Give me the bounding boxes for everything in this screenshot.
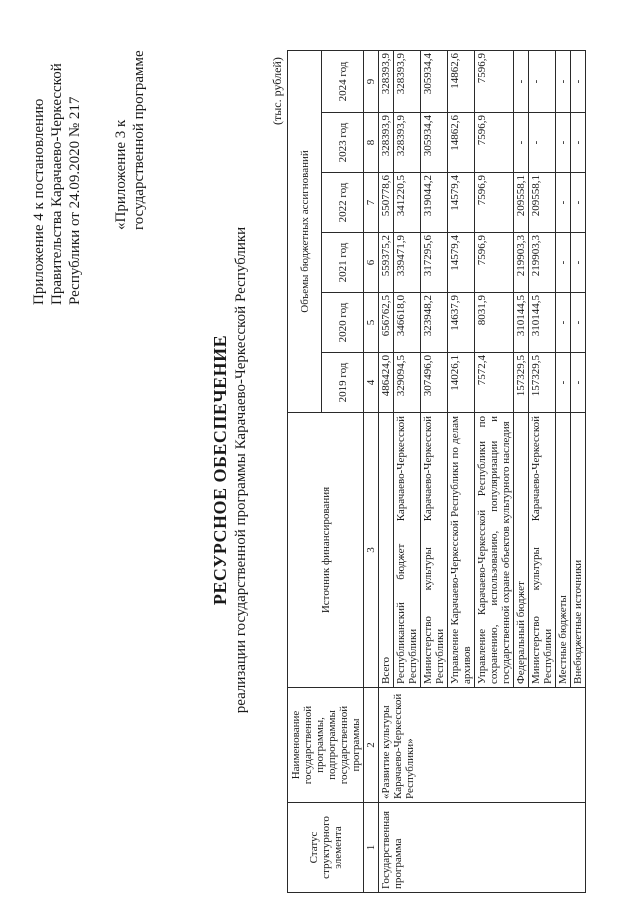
- value-cell: -: [556, 293, 571, 353]
- source-cell: Местные бюджеты: [556, 413, 571, 688]
- value-cell: -: [529, 113, 556, 173]
- document-subtitle: реализации государственной программы Карачаево-Черкесской Республики: [233, 226, 249, 714]
- table-row: [379, 51, 394, 893]
- value-cell: -: [571, 233, 586, 293]
- value-cell: 7596,9: [475, 51, 514, 113]
- value-cell: 328393,9: [394, 113, 421, 173]
- source-cell: Управление Карачаево-Черкесской Республики по сохранению, использованию, популяризации и государственной охране объектов культурного наследия: [475, 413, 514, 688]
- value-cell: 656762,5: [379, 293, 394, 353]
- value-cell: -: [529, 51, 556, 113]
- value-cell: 310144,5: [529, 293, 556, 353]
- index-cell: 1: [364, 803, 379, 893]
- header-line: Республики от 24.09.2020 № 217: [67, 96, 83, 305]
- value-cell: -: [556, 233, 571, 293]
- source-cell: Управление Карачаево-Черкесской Республики по делам архивов: [448, 413, 475, 688]
- value-cell: 559375,2: [379, 233, 394, 293]
- header-year: 2022 год: [322, 173, 364, 233]
- status-cell: Государственная программа: [379, 803, 586, 893]
- value-cell: 305934,4: [421, 51, 448, 113]
- units-label: (тыс. рублей): [270, 57, 284, 125]
- value-cell: 7572,4: [475, 353, 514, 413]
- header-year: 2021 год: [322, 233, 364, 293]
- value-cell: 346618,0: [394, 293, 421, 353]
- value-cell: -: [514, 113, 529, 173]
- source-cell: Министерство культуры Карачаево-Черкесской Республики: [529, 413, 556, 688]
- value-cell: 14862,6: [448, 51, 475, 113]
- index-cell: 4: [364, 353, 379, 413]
- value-cell: -: [556, 113, 571, 173]
- value-cell: 305934,4: [421, 113, 448, 173]
- value-cell: 7596,9: [475, 173, 514, 233]
- value-cell: 310144,5: [514, 293, 529, 353]
- value-cell: 14579,4: [448, 173, 475, 233]
- value-cell: -: [556, 173, 571, 233]
- value-cell: 317295,6: [421, 233, 448, 293]
- resource-table: [287, 50, 586, 893]
- value-cell: 7596,9: [475, 233, 514, 293]
- value-cell: 14862,6: [448, 113, 475, 173]
- header-year: 2023 год: [322, 113, 364, 173]
- index-cell: 5: [364, 293, 379, 353]
- value-cell: 8031,9: [475, 293, 514, 353]
- value-cell: 307496,0: [421, 353, 448, 413]
- document-title: РЕСУРСНОЕ ОБЕСПЕЧЕНИЕ: [210, 334, 230, 606]
- value-cell: -: [571, 51, 586, 113]
- value-cell: 550778,6: [379, 173, 394, 233]
- value-cell: 157329,5: [514, 353, 529, 413]
- value-cell: -: [571, 353, 586, 413]
- header-line: Правительства Карачаево-Черкесской: [49, 63, 65, 305]
- index-cell: 7: [364, 173, 379, 233]
- value-cell: 14637,9: [448, 293, 475, 353]
- index-cell: 3: [364, 413, 379, 688]
- appendix-line: «Приложение 3 к: [113, 119, 129, 230]
- value-cell: 319044,2: [421, 173, 448, 233]
- value-cell: 219903,3: [529, 233, 556, 293]
- value-cell: 14026,1: [448, 353, 475, 413]
- value-cell: 209558,1: [514, 173, 529, 233]
- value-cell: -: [571, 113, 586, 173]
- index-cell: 9: [364, 51, 379, 113]
- value-cell: 328393,9: [379, 51, 394, 113]
- header-year: 2019 год: [322, 353, 364, 413]
- source-cell: Всего: [379, 413, 394, 688]
- value-cell: -: [571, 293, 586, 353]
- source-cell: Внебюджетные источники: [571, 413, 586, 688]
- value-cell: -: [556, 353, 571, 413]
- header-year: 2024 год: [322, 51, 364, 113]
- value-cell: 14579,4: [448, 233, 475, 293]
- value-cell: -: [556, 51, 571, 113]
- rotated-page: [0, 45, 640, 895]
- value-cell: 339471,9: [394, 233, 421, 293]
- header-year: 2020 год: [322, 293, 364, 353]
- index-cell: 6: [364, 233, 379, 293]
- header-status: Статус структурного элемента: [288, 803, 364, 893]
- value-cell: 328393,9: [379, 113, 394, 173]
- appendix-reference: [112, 50, 148, 230]
- header-volume: Объемы бюджетных ассигнований: [288, 51, 322, 413]
- value-cell: 157329,5: [529, 353, 556, 413]
- value-cell: 7596,9: [475, 113, 514, 173]
- value-cell: 328393,9: [394, 51, 421, 113]
- value-cell: 329094,5: [394, 353, 421, 413]
- header-source: Источник финансирования: [288, 413, 364, 688]
- source-cell: Республиканский бюджет Карачаево-Черкесской Республики: [394, 413, 421, 688]
- value-cell: 341220,5: [394, 173, 421, 233]
- value-cell: 209558,1: [529, 173, 556, 233]
- source-cell: Федеральный бюджет: [514, 413, 529, 688]
- appendix-line: государственной программе: [131, 50, 147, 230]
- value-cell: 486424,0: [379, 353, 394, 413]
- value-cell: 323948,2: [421, 293, 448, 353]
- value-cell: -: [571, 173, 586, 233]
- index-cell: 8: [364, 113, 379, 173]
- index-row: [364, 51, 379, 893]
- header-name: Наименование государственной программы, подпрограммы государственной программы: [288, 688, 364, 803]
- value-cell: -: [514, 51, 529, 113]
- program-name-cell: «Развитие культуры Карачаево-Черкесской Республики»: [379, 688, 586, 803]
- header-line: Приложение 4 к постановлению: [31, 98, 47, 305]
- resolution-header: [30, 63, 84, 305]
- value-cell: 219903,3: [514, 233, 529, 293]
- source-cell: Министерство культуры Карачаево-Черкесской Республики: [421, 413, 448, 688]
- index-cell: 2: [364, 688, 379, 803]
